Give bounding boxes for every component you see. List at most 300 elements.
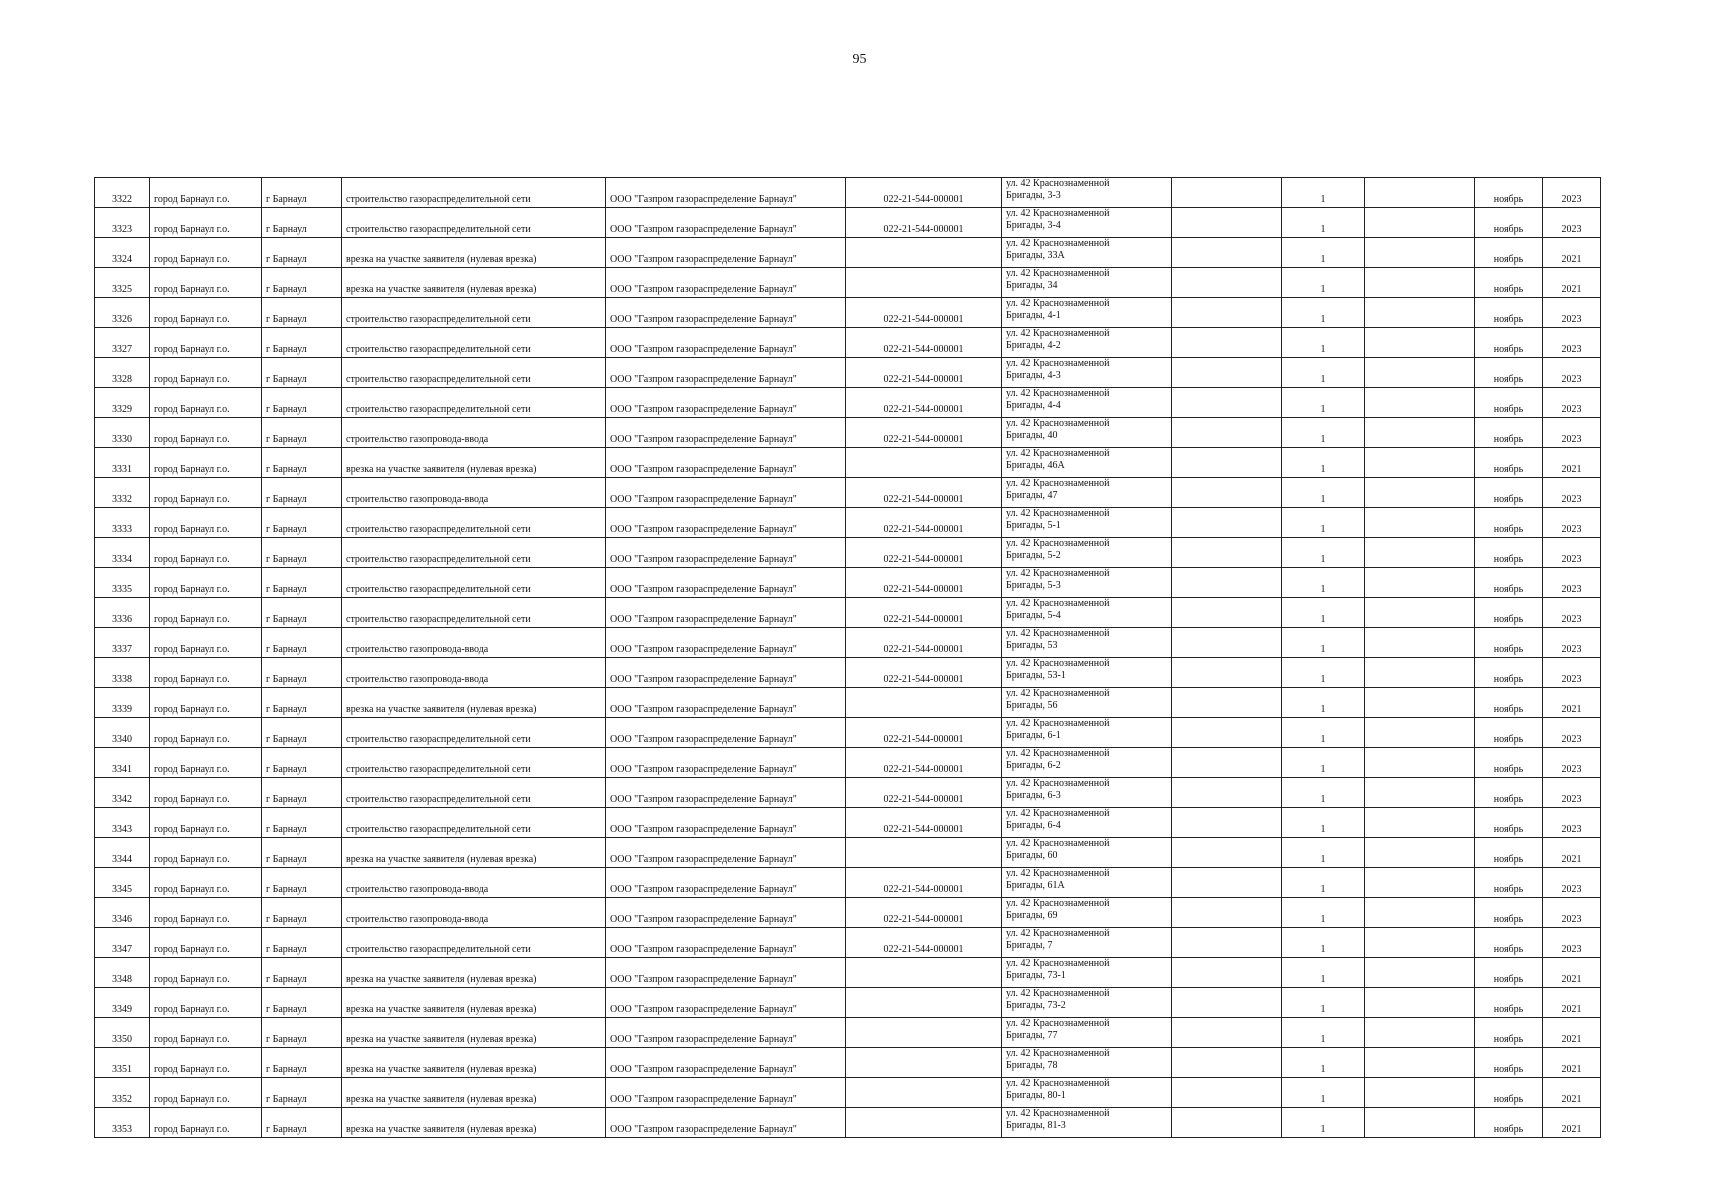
row-number-cell: 3352 (95, 1078, 150, 1108)
year-cell: 2021 (1543, 838, 1601, 868)
settlement-cell: г Барнаул (262, 508, 342, 538)
address-cell (1002, 388, 1172, 418)
program-code-cell: 022-21-544-000001 (846, 538, 1002, 568)
address-house: Бригады, 4-2 (1006, 340, 1061, 351)
work-type-cell: строительство газораспределительной сети (342, 568, 606, 598)
year-cell: 2021 (1543, 1108, 1601, 1138)
address-street: ул. 42 Краснознаменной (1006, 598, 1110, 609)
empty-cell (1172, 178, 1282, 208)
organization-cell: ООО "Газпром газораспределение Барнаул" (606, 538, 846, 568)
quantity-cell: 1 (1282, 238, 1365, 268)
table-row (95, 928, 1601, 958)
month-cell: ноябрь (1475, 178, 1543, 208)
organization-cell: ООО "Газпром газораспределение Барнаул" (606, 328, 846, 358)
table-row (95, 598, 1601, 628)
month-cell: ноябрь (1475, 568, 1543, 598)
municipality-cell: город Барнаул г.о. (150, 1018, 262, 1048)
work-type-cell: строительство газораспределительной сети (342, 208, 606, 238)
address-house: Бригады, 7 (1006, 940, 1053, 951)
quantity-cell: 1 (1282, 328, 1365, 358)
quantity-cell: 1 (1282, 178, 1365, 208)
row-number-cell: 3343 (95, 808, 150, 838)
organization-cell: ООО "Газпром газораспределение Барнаул" (606, 1078, 846, 1108)
municipality-cell: город Барнаул г.о. (150, 508, 262, 538)
address-cell (1002, 358, 1172, 388)
address-cell (1002, 448, 1172, 478)
address-street: ул. 42 Краснознаменной (1006, 1108, 1110, 1119)
settlement-cell: г Барнаул (262, 898, 342, 928)
month-cell: ноябрь (1475, 208, 1543, 238)
row-number-cell: 3345 (95, 868, 150, 898)
address-street: ул. 42 Краснознаменной (1006, 478, 1110, 489)
organization-cell: ООО "Газпром газораспределение Барнаул" (606, 1108, 846, 1138)
organization-cell: ООО "Газпром газораспределение Барнаул" (606, 628, 846, 658)
organization-cell: ООО "Газпром газораспределение Барнаул" (606, 238, 846, 268)
organization-cell: ООО "Газпром газораспределение Барнаул" (606, 268, 846, 298)
work-type-cell: строительство газопровода-ввода (342, 628, 606, 658)
address-cell (1002, 268, 1172, 298)
quantity-cell: 1 (1282, 268, 1365, 298)
page-number: 95 (852, 52, 867, 67)
table-row (95, 1108, 1601, 1138)
empty-cell (1172, 898, 1282, 928)
empty-cell (1172, 1078, 1282, 1108)
quantity-cell: 1 (1282, 1108, 1365, 1138)
organization-cell: ООО "Газпром газораспределение Барнаул" (606, 178, 846, 208)
row-number-cell: 3324 (95, 238, 150, 268)
address-house: Бригады, 4-1 (1006, 310, 1061, 321)
month-cell: ноябрь (1475, 478, 1543, 508)
work-type-cell: врезка на участке заявителя (нулевая врезка) (342, 1018, 606, 1048)
organization-cell: ООО "Газпром газораспределение Барнаул" (606, 568, 846, 598)
address-street: ул. 42 Краснознаменной (1006, 448, 1110, 459)
municipality-cell: город Барнаул г.о. (150, 1078, 262, 1108)
quantity-cell: 1 (1282, 748, 1365, 778)
table-row (95, 448, 1601, 478)
year-cell: 2023 (1543, 658, 1601, 688)
empty-cell (1365, 388, 1475, 418)
table-row (95, 328, 1601, 358)
empty-cell (1365, 628, 1475, 658)
row-number-cell: 3346 (95, 898, 150, 928)
address-street: ул. 42 Краснознаменной (1006, 988, 1110, 999)
address-house: Бригады, 5-1 (1006, 520, 1061, 531)
settlement-cell: г Барнаул (262, 298, 342, 328)
row-number-cell: 3336 (95, 598, 150, 628)
quantity-cell: 1 (1282, 808, 1365, 838)
organization-cell: ООО "Газпром газораспределение Барнаул" (606, 598, 846, 628)
month-cell: ноябрь (1475, 688, 1543, 718)
empty-cell (1172, 478, 1282, 508)
organization-cell: ООО "Газпром газораспределение Барнаул" (606, 838, 846, 868)
empty-cell (1365, 238, 1475, 268)
quantity-cell: 1 (1282, 1018, 1365, 1048)
quantity-cell: 1 (1282, 688, 1365, 718)
empty-cell (1365, 748, 1475, 778)
address-cell (1002, 838, 1172, 868)
year-cell: 2023 (1543, 328, 1601, 358)
empty-cell (1172, 1048, 1282, 1078)
empty-cell (1172, 778, 1282, 808)
address-cell (1002, 718, 1172, 748)
municipality-cell: город Барнаул г.о. (150, 448, 262, 478)
address-cell (1002, 508, 1172, 538)
data-table-container (94, 177, 1600, 1138)
address-street: ул. 42 Краснознаменной (1006, 748, 1110, 759)
empty-cell (1365, 958, 1475, 988)
year-cell: 2023 (1543, 898, 1601, 928)
municipality-cell: город Барнаул г.о. (150, 1108, 262, 1138)
year-cell: 2023 (1543, 208, 1601, 238)
program-code-cell: 022-21-544-000001 (846, 598, 1002, 628)
empty-cell (1172, 268, 1282, 298)
month-cell: ноябрь (1475, 1078, 1543, 1108)
municipality-cell: город Барнаул г.о. (150, 988, 262, 1018)
table-row (95, 568, 1601, 598)
address-cell (1002, 568, 1172, 598)
empty-cell (1172, 808, 1282, 838)
empty-cell (1172, 298, 1282, 328)
work-type-cell: строительство газораспределительной сети (342, 178, 606, 208)
month-cell: ноябрь (1475, 988, 1543, 1018)
municipality-cell: город Барнаул г.о. (150, 778, 262, 808)
work-type-cell: врезка на участке заявителя (нулевая врезка) (342, 1108, 606, 1138)
empty-cell (1365, 208, 1475, 238)
municipality-cell: город Барнаул г.о. (150, 538, 262, 568)
work-type-cell: строительство газораспределительной сети (342, 928, 606, 958)
organization-cell: ООО "Газпром газораспределение Барнаул" (606, 1018, 846, 1048)
table-row (95, 268, 1601, 298)
table-row (95, 178, 1601, 208)
month-cell: ноябрь (1475, 598, 1543, 628)
address-street: ул. 42 Краснознаменной (1006, 778, 1110, 789)
empty-cell (1172, 748, 1282, 778)
address-street: ул. 42 Краснознаменной (1006, 568, 1110, 579)
month-cell: ноябрь (1475, 628, 1543, 658)
year-cell: 2023 (1543, 538, 1601, 568)
address-house: Бригады, 46А (1006, 460, 1065, 471)
year-cell: 2021 (1543, 958, 1601, 988)
municipality-cell: город Барнаул г.о. (150, 658, 262, 688)
work-type-cell: строительство газопровода-ввода (342, 478, 606, 508)
address-cell (1002, 238, 1172, 268)
empty-cell (1172, 868, 1282, 898)
address-house: Бригады, 4-3 (1006, 370, 1061, 381)
data-table (94, 177, 1601, 1138)
program-code-cell: 022-21-544-000001 (846, 178, 1002, 208)
work-type-cell: строительство газораспределительной сети (342, 298, 606, 328)
address-street: ул. 42 Краснознаменной (1006, 268, 1110, 279)
year-cell: 2023 (1543, 808, 1601, 838)
table-row (95, 1018, 1601, 1048)
settlement-cell: г Барнаул (262, 418, 342, 448)
program-code-cell: 022-21-544-000001 (846, 328, 1002, 358)
quantity-cell: 1 (1282, 388, 1365, 418)
year-cell: 2023 (1543, 178, 1601, 208)
address-cell (1002, 658, 1172, 688)
work-type-cell: строительство газораспределительной сети (342, 598, 606, 628)
settlement-cell: г Барнаул (262, 718, 342, 748)
empty-cell (1172, 418, 1282, 448)
quantity-cell: 1 (1282, 1048, 1365, 1078)
address-house: Бригады, 40 (1006, 430, 1058, 441)
municipality-cell: город Барнаул г.о. (150, 958, 262, 988)
program-code-cell: 022-21-544-000001 (846, 628, 1002, 658)
month-cell: ноябрь (1475, 658, 1543, 688)
municipality-cell: город Барнаул г.о. (150, 478, 262, 508)
row-number-cell: 3334 (95, 538, 150, 568)
empty-cell (1172, 568, 1282, 598)
address-cell (1002, 478, 1172, 508)
empty-cell (1365, 1108, 1475, 1138)
work-type-cell: строительство газораспределительной сети (342, 808, 606, 838)
year-cell: 2023 (1543, 628, 1601, 658)
table-row (95, 748, 1601, 778)
program-code-cell (846, 688, 1002, 718)
settlement-cell: г Барнаул (262, 388, 342, 418)
quantity-cell: 1 (1282, 778, 1365, 808)
settlement-cell: г Барнаул (262, 1078, 342, 1108)
settlement-cell: г Барнаул (262, 478, 342, 508)
address-cell (1002, 208, 1172, 238)
address-cell (1002, 538, 1172, 568)
municipality-cell: город Барнаул г.о. (150, 928, 262, 958)
program-code-cell: 022-21-544-000001 (846, 418, 1002, 448)
settlement-cell: г Барнаул (262, 268, 342, 298)
settlement-cell: г Барнаул (262, 988, 342, 1018)
organization-cell: ООО "Газпром газораспределение Барнаул" (606, 688, 846, 718)
work-type-cell: строительство газораспределительной сети (342, 718, 606, 748)
settlement-cell: г Барнаул (262, 1108, 342, 1138)
address-cell (1002, 598, 1172, 628)
program-code-cell (846, 1108, 1002, 1138)
empty-cell (1172, 838, 1282, 868)
settlement-cell: г Барнаул (262, 658, 342, 688)
address-street: ул. 42 Краснознаменной (1006, 418, 1110, 429)
table-row (95, 298, 1601, 328)
settlement-cell: г Барнаул (262, 808, 342, 838)
municipality-cell: город Барнаул г.о. (150, 868, 262, 898)
program-code-cell: 022-21-544-000001 (846, 748, 1002, 778)
work-type-cell: строительство газораспределительной сети (342, 538, 606, 568)
year-cell: 2023 (1543, 568, 1601, 598)
address-street: ул. 42 Краснознаменной (1006, 388, 1110, 399)
organization-cell: ООО "Газпром газораспределение Барнаул" (606, 958, 846, 988)
address-house: Бригады, 60 (1006, 850, 1058, 861)
empty-cell (1365, 358, 1475, 388)
organization-cell: ООО "Газпром газораспределение Барнаул" (606, 778, 846, 808)
organization-cell: ООО "Газпром газораспределение Барнаул" (606, 808, 846, 838)
table-row (95, 1078, 1601, 1108)
month-cell: ноябрь (1475, 1108, 1543, 1138)
row-number-cell: 3328 (95, 358, 150, 388)
quantity-cell: 1 (1282, 508, 1365, 538)
month-cell: ноябрь (1475, 808, 1543, 838)
address-street: ул. 42 Краснознаменной (1006, 628, 1110, 639)
organization-cell: ООО "Газпром газораспределение Барнаул" (606, 358, 846, 388)
quantity-cell: 1 (1282, 658, 1365, 688)
quantity-cell: 1 (1282, 1078, 1365, 1108)
program-code-cell: 022-21-544-000001 (846, 778, 1002, 808)
address-street: ул. 42 Краснознаменной (1006, 538, 1110, 549)
row-number-cell: 3351 (95, 1048, 150, 1078)
address-cell (1002, 298, 1172, 328)
work-type-cell: строительство газопровода-ввода (342, 418, 606, 448)
address-street: ул. 42 Краснознаменной (1006, 1078, 1110, 1089)
month-cell: ноябрь (1475, 718, 1543, 748)
address-street: ул. 42 Краснознаменной (1006, 868, 1110, 879)
address-street: ул. 42 Краснознаменной (1006, 718, 1110, 729)
work-type-cell: строительство газораспределительной сети (342, 388, 606, 418)
organization-cell: ООО "Газпром газораспределение Барнаул" (606, 208, 846, 238)
month-cell: ноябрь (1475, 1048, 1543, 1078)
address-street: ул. 42 Краснознаменной (1006, 238, 1110, 249)
program-code-cell: 022-21-544-000001 (846, 898, 1002, 928)
address-cell (1002, 928, 1172, 958)
address-cell (1002, 898, 1172, 928)
row-number-cell: 3322 (95, 178, 150, 208)
organization-cell: ООО "Газпром газораспределение Барнаул" (606, 508, 846, 538)
municipality-cell: город Барнаул г.о. (150, 628, 262, 658)
empty-cell (1172, 958, 1282, 988)
address-street: ул. 42 Краснознаменной (1006, 658, 1110, 669)
organization-cell: ООО "Газпром газораспределение Барнаул" (606, 1048, 846, 1078)
row-number-cell: 3353 (95, 1108, 150, 1138)
address-cell (1002, 808, 1172, 838)
empty-cell (1365, 568, 1475, 598)
address-house: Бригады, 6-2 (1006, 760, 1061, 771)
work-type-cell: строительство газопровода-ввода (342, 898, 606, 928)
address-house: Бригады, 3-4 (1006, 220, 1061, 231)
table-row (95, 898, 1601, 928)
organization-cell: ООО "Газпром газораспределение Барнаул" (606, 718, 846, 748)
address-house: Бригады, 53-1 (1006, 670, 1066, 681)
table-row (95, 478, 1601, 508)
row-number-cell: 3341 (95, 748, 150, 778)
address-cell (1002, 418, 1172, 448)
row-number-cell: 3349 (95, 988, 150, 1018)
address-house: Бригады, 73-2 (1006, 1000, 1066, 1011)
quantity-cell: 1 (1282, 718, 1365, 748)
month-cell: ноябрь (1475, 418, 1543, 448)
address-street: ул. 42 Краснознаменной (1006, 1018, 1110, 1029)
program-code-cell: 022-21-544-000001 (846, 298, 1002, 328)
settlement-cell: г Барнаул (262, 1048, 342, 1078)
address-street: ул. 42 Краснознаменной (1006, 178, 1110, 189)
work-type-cell: строительство газопровода-ввода (342, 658, 606, 688)
month-cell: ноябрь (1475, 928, 1543, 958)
table-row (95, 688, 1601, 718)
municipality-cell: город Барнаул г.о. (150, 178, 262, 208)
address-cell (1002, 688, 1172, 718)
address-cell (1002, 1108, 1172, 1138)
year-cell: 2021 (1543, 688, 1601, 718)
settlement-cell: г Барнаул (262, 538, 342, 568)
year-cell: 2023 (1543, 718, 1601, 748)
organization-cell: ООО "Газпром газораспределение Барнаул" (606, 298, 846, 328)
quantity-cell: 1 (1282, 988, 1365, 1018)
quantity-cell: 1 (1282, 448, 1365, 478)
settlement-cell: г Барнаул (262, 928, 342, 958)
program-code-cell: 022-21-544-000001 (846, 718, 1002, 748)
empty-cell (1172, 238, 1282, 268)
work-type-cell: врезка на участке заявителя (нулевая врезка) (342, 1048, 606, 1078)
program-code-cell (846, 988, 1002, 1018)
empty-cell (1365, 448, 1475, 478)
empty-cell (1172, 658, 1282, 688)
quantity-cell: 1 (1282, 538, 1365, 568)
row-number-cell: 3338 (95, 658, 150, 688)
year-cell: 2021 (1543, 1018, 1601, 1048)
empty-cell (1172, 688, 1282, 718)
table-row (95, 1048, 1601, 1078)
organization-cell: ООО "Газпром газораспределение Барнаул" (606, 988, 846, 1018)
month-cell: ноябрь (1475, 298, 1543, 328)
program-code-cell: 022-21-544-000001 (846, 658, 1002, 688)
month-cell: ноябрь (1475, 898, 1543, 928)
address-house: Бригады, 78 (1006, 1060, 1058, 1071)
table-row (95, 868, 1601, 898)
work-type-cell: строительство газораспределительной сети (342, 778, 606, 808)
empty-cell (1365, 928, 1475, 958)
row-number-cell: 3342 (95, 778, 150, 808)
municipality-cell: город Барнаул г.о. (150, 358, 262, 388)
program-code-cell (846, 1018, 1002, 1048)
quantity-cell: 1 (1282, 958, 1365, 988)
address-street: ул. 42 Краснознаменной (1006, 838, 1110, 849)
settlement-cell: г Барнаул (262, 358, 342, 388)
month-cell: ноябрь (1475, 838, 1543, 868)
table-row (95, 838, 1601, 868)
address-house: Бригады, 56 (1006, 700, 1058, 711)
work-type-cell: строительство газораспределительной сети (342, 328, 606, 358)
empty-cell (1172, 928, 1282, 958)
month-cell: ноябрь (1475, 538, 1543, 568)
year-cell: 2021 (1543, 238, 1601, 268)
address-house: Бригады, 33А (1006, 250, 1065, 261)
empty-cell (1172, 328, 1282, 358)
address-house: Бригады, 61А (1006, 880, 1065, 891)
address-house: Бригады, 53 (1006, 640, 1058, 651)
work-type-cell: врезка на участке заявителя (нулевая врезка) (342, 988, 606, 1018)
month-cell: ноябрь (1475, 958, 1543, 988)
municipality-cell: город Барнаул г.о. (150, 838, 262, 868)
empty-cell (1365, 778, 1475, 808)
address-cell (1002, 748, 1172, 778)
work-type-cell: врезка на участке заявителя (нулевая врезка) (342, 838, 606, 868)
quantity-cell: 1 (1282, 298, 1365, 328)
row-number-cell: 3333 (95, 508, 150, 538)
municipality-cell: город Барнаул г.о. (150, 898, 262, 928)
empty-cell (1365, 988, 1475, 1018)
empty-cell (1365, 598, 1475, 628)
program-code-cell: 022-21-544-000001 (846, 388, 1002, 418)
address-house: Бригады, 77 (1006, 1030, 1058, 1041)
month-cell: ноябрь (1475, 328, 1543, 358)
year-cell: 2023 (1543, 418, 1601, 448)
organization-cell: ООО "Газпром газораспределение Барнаул" (606, 748, 846, 778)
empty-cell (1365, 178, 1475, 208)
address-street: ул. 42 Краснознаменной (1006, 808, 1110, 819)
address-house: Бригады, 73-1 (1006, 970, 1066, 981)
address-house: Бригады, 5-4 (1006, 610, 1061, 621)
year-cell: 2021 (1543, 1078, 1601, 1108)
address-cell (1002, 868, 1172, 898)
address-cell (1002, 178, 1172, 208)
row-number-cell: 3331 (95, 448, 150, 478)
month-cell: ноябрь (1475, 238, 1543, 268)
organization-cell: ООО "Газпром газораспределение Барнаул" (606, 868, 846, 898)
